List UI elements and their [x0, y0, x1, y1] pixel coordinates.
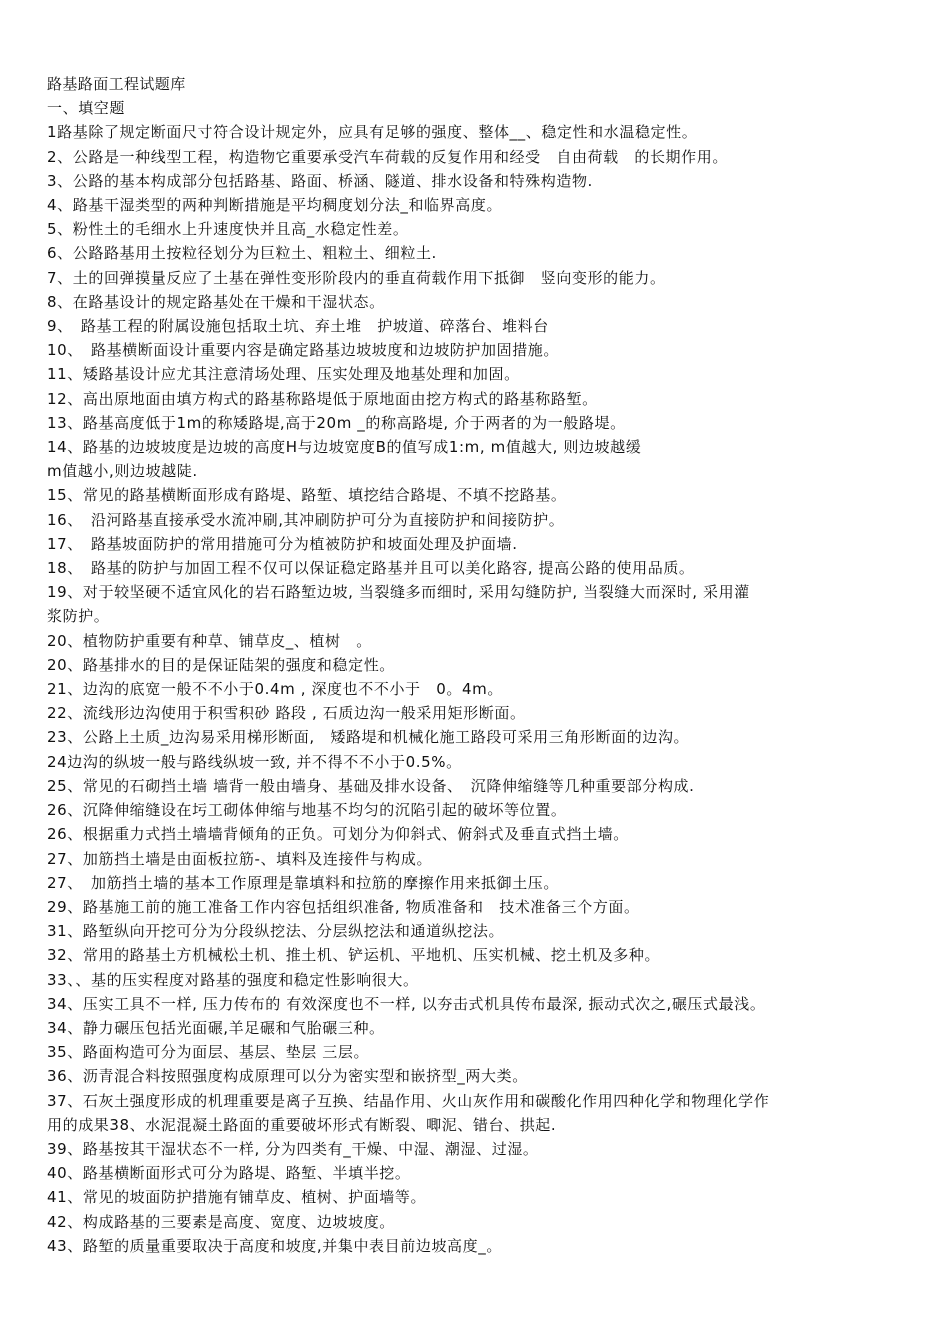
question-line: 31、路堑纵向开挖可分为分段纵挖法、分层纵挖法和通道纵挖法。: [47, 922, 505, 941]
question-line: 37、石灰土强度形成的机理重要是离子互换、结晶作用、火山灰作用和碳酸化作用四种化学和物理化学作: [47, 1091, 770, 1110]
question-line: 32、常用的路基土方机械松土机、推土机、铲运机、平地机、压实机械、挖土机及多种。: [47, 946, 661, 965]
question-line: 26、沉降伸缩缝设在圬工砌体伸缩与地基不均匀的沉陷引起的破坏等位置。: [47, 801, 567, 820]
question-line: 19、对于较坚硬不适宜风化的岩石路堑边坡, 当裂缝多而细时, 采用勾缝防护, 当裂缝大而深时, 采用灌: [47, 583, 750, 602]
question-line: 41、常见的坡面防护措施有铺草皮、植树、护面墙等。: [47, 1188, 427, 1207]
question-line: 27、 加筋挡土墙的基本工作原理是靠填料和拉筋的摩擦作用来抵御土压。: [47, 873, 559, 892]
question-line: 17、 路基坡面防护的常用措施可分为植被防护和坡面处理及护面墙.: [47, 534, 518, 553]
question-line: 20、植物防护重要有种草、铺草皮_、植树 。: [47, 631, 372, 650]
question-line: 27、加筋挡土墙是由面板拉筋-、填料及连接件与构成。: [47, 849, 433, 868]
question-line: 42、构成路基的三要素是高度、宽度、边坡坡度。: [47, 1212, 395, 1231]
question-line: 2、公路是一种线型工程，构造物它重要承受汽车荷载的反复作用和经受 自由荷载 的长期作用。: [47, 147, 728, 166]
question-line: 1路基除了规定断面尺寸符合设计规定外，应具有足够的强度、整体__、稳定性和水温稳定性。: [47, 123, 698, 142]
section-heading: 一、填空题: [47, 99, 126, 118]
question-line: 7、土的回弹摸量反应了土基在弹性变形阶段内的垂直荷载作用下抵御 竖向变形的能力。: [47, 268, 666, 287]
question-line: 3、公路的基本构成部分包括路基、路面、桥涵、隧道、排水设备和特殊构造物.: [47, 171, 593, 190]
question-line: 22、流线形边沟使用于积雪积砂 路段 , 石质边沟一般采用矩形断面。: [47, 704, 526, 723]
question-line: 35、路面构造可分为面层、基层、垫层 三层。: [47, 1043, 370, 1062]
question-line: 20、路基排水的目的是保证陆架的强度和稳定性。: [47, 655, 395, 674]
question-line: 用的成果38、水泥混凝土路面的重要破坏形式有断裂、唧泥、错台、拱起.: [47, 1115, 557, 1134]
question-line: 8、在路基设计的规定路基处在干燥和干湿状态。: [47, 292, 385, 311]
question-line: 29、路基施工前的施工准备工作内容包括组织准备, 物质准备和 技术准备三个方面。: [47, 897, 640, 916]
question-line: 9、 路基工程的附属设施包括取土坑、弃土堆 护坡道、碎落台、堆料台: [47, 317, 549, 336]
question-list: [47, 120, 915, 1258]
question-line: 18、 路基的防护与加固工程不仅可以保证稳定路基并且可以美化路容, 提高公路的使用品质。: [47, 559, 695, 578]
question-line: 34、静力碾压包括光面碾,羊足碾和气胎碾三种。: [47, 1018, 385, 1037]
question-line: 43、路堑的质量重要取决于高度和坡度,并集中表目前边坡高度_。: [47, 1236, 502, 1255]
question-line: 16、 沿河路基直接承受水流冲刷,其冲刷防护可分为直接防护和间接防护。: [47, 510, 565, 529]
question-line: 34、压实工具不一样, 压力传布的 有效深度也不一样, 以夯击式机具传布最深, 振动式次之,碾压式最浅。: [47, 994, 766, 1013]
question-line: m值越小,则边坡越陡.: [47, 462, 198, 481]
question-line: 21、边沟的底宽一般不不小于0.4m , 深度也不不小于 0。4m。: [47, 680, 503, 699]
question-line: 13、路基高度低于1m的称矮路堤,高于20m _的称高路堤, 介于两者的为一般路堤。: [47, 413, 626, 432]
question-line: 14、路基的边坡坡度是边坡的高度H与边坡宽度B的值写成1:m, m值越大, 则边坡越缓: [47, 438, 642, 457]
document-title: 路基路面工程试题库: [47, 75, 186, 93]
question-line: 26、根据重力式挡土墙墙背倾角的正负。可划分为仰斜式、俯斜式及垂直式挡土墙。: [47, 825, 629, 844]
question-line: 11、矮路基设计应尤其注意清场处理、压实处理及地基处理和加固。: [47, 365, 520, 384]
question-line: 4、路基干湿类型的两种判断措施是平均稠度划分法_和临界高度。: [47, 196, 503, 215]
question-line: 23、公路上土质_边沟易采用梯形断面, 矮路堤和机械化施工路段可采用三角形断面的边沟。: [47, 728, 690, 747]
question-line: 5、粉性土的毛细水上升速度快并且高_水稳定性差。: [47, 220, 409, 239]
question-line: 40、路基横断面形式可分为路堤、路堑、半填半挖。: [47, 1164, 411, 1183]
question-line: 10、 路基横断面设计重要内容是确定路基边坡坡度和边坡防护加固措施。: [47, 341, 559, 360]
question-line: 12、高出原地面由填方构式的路基称路堤低于原地面由挖方构式的路基称路堑。: [47, 389, 598, 408]
question-line: 24边沟的纵坡一般与路线纵坡一致, 并不得不不小于0.5%。: [47, 752, 462, 771]
question-line: 36、沥青混合料按照强度构成原理可以分为密实型和嵌挤型_两大类。: [47, 1067, 528, 1086]
question-line: 33、、基的压实程度对路基的强度和稳定性影响很大。: [47, 970, 419, 989]
question-line: 15、常见的路基横断面形成有路堤、路堑、填挖结合路堤、不填不挖路基。: [47, 486, 567, 505]
question-line: 浆防护。: [47, 607, 110, 626]
question-line: 25、常见的石砌挡土墙 墙背一般由墙身、基础及排水设备、 沉降伸缩缝等几种重要部分构成.: [47, 776, 695, 795]
question-line: 6、公路路基用土按粒径划分为巨粒土、粗粒土、细粒土.: [47, 244, 437, 263]
document-page: [47, 72, 915, 1258]
question-line: 39、路基按其干湿状态不一样, 分为四类有_干燥、中湿、潮湿、过湿。: [47, 1139, 539, 1158]
